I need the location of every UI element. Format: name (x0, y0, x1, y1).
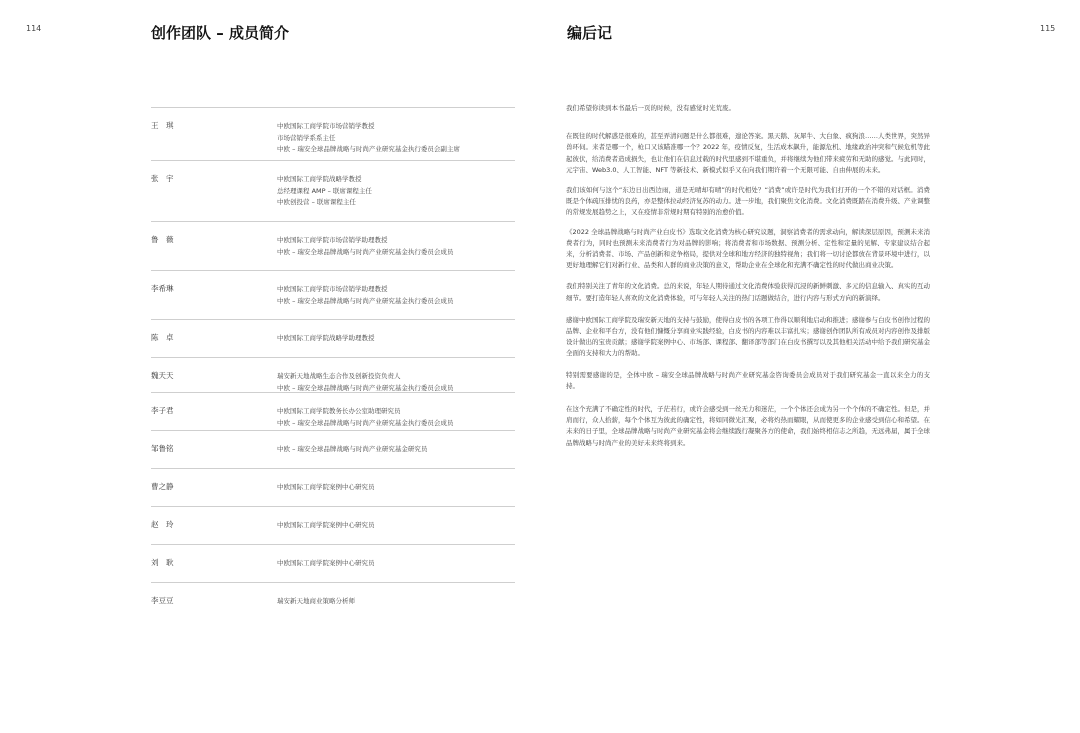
member-name: 邹鲁铭 (151, 444, 174, 453)
member-role: 中欧 – 瑞安全球品牌战略与时尚产业研究基金执行委员会成员 (277, 418, 454, 427)
team-member-row (151, 392, 515, 430)
team-member-list (151, 107, 515, 620)
member-roles (277, 108, 515, 160)
afterword-paragraph: 《2022 全球品牌战略与时尚产业白皮书》选取文化消费为核心研究议题，洞察消费者的需求动向，解读深层原因，预测未来消费者行为，同时也预测未来消费者行为对品牌的影响；将消费者和市场数据、预测分析、定性和定量的见解、专家建议结合起来，分析消费者、市场、产品创新和竞争格局，提供对全球和地方经济的独特视角；我们将一切讨论都放在背景环境中进行，以更好地理解它们对新行业、品类和人群的商业决策的意义，帮助企业在全球化和充满不确定性的时代做出商业决策。 (566, 227, 930, 270)
member-role: 市场营销学系系主任 (277, 133, 336, 142)
afterword-paragraph: 特别需要感谢的是，全体中欧 – 瑞安全球品牌战略与时尚产业研究基金咨询委员会成员对于我们研究基金一直以来全力的支持。 (566, 370, 930, 390)
member-role: 中欧国际工商学院案例中心研究员 (277, 521, 375, 529)
member-role: 瑞安新天地战略生态合作及创新投资负责人 (277, 372, 401, 380)
member-name: 李希琳 (151, 284, 174, 293)
member-roles (277, 507, 515, 544)
member-name: 赵 玲 (151, 520, 174, 529)
member-role: 中欧国际工商学院市场营销学助理教授 (277, 236, 388, 244)
member-role: 中欧 – 瑞安全球品牌战略与时尚产业研究基金执行委员会副主席 (277, 145, 460, 153)
afterword-paragraph: 在这个充满了不确定性的时代，子茫若行，或许会感受到一丝无力和迷茫，一个个体还会成为另一个个体的不确定性。但是，并肩而行，众人拾薪，每个个体互为彼此的确定性，将如同微光汇聚，必将灼热而耀眼，从而使更多的企业感受到信心和希望。在未来的日子里，全球品牌战略与时尚产业研究基金将会继续践行凝聚各方的使命，我们始终相信志之所趋，无远弗届，属于全球品牌战略与时尚产业的美好未来终将到来。 (566, 405, 930, 447)
member-role: 中欧国际工商学院案例中心研究员 (277, 559, 375, 567)
afterword-title: 编后记 (567, 24, 613, 42)
member-role: 总经理课程 AMP – 联席课程主任 (277, 186, 372, 195)
team-member-row (151, 221, 515, 270)
team-member-row (151, 107, 515, 160)
member-role: 中欧国际工商学院市场营销学助理教授 (277, 285, 388, 293)
member-role: 中欧 – 瑞安全球品牌战略与时尚产业研究基金执行委员会成员 (277, 247, 454, 256)
afterword-paragraph: 感谢中欧国际工商学院及瑞安新天地的支持与鼓励，使得白皮书的各项工作得以顺利地启动和推进；感谢参与白皮书创作过程的品牌、企业和平台方，没有他们慷慨分享商业实践经验，白皮书的内容难以丰富扎实；感谢创作团队所有成员对内容创作及排版设计做出的宝贵贡献；感谢学院案例中心、市场部、课程部、翻译部等部门在白皮书撰写以及其他相关活动中给予我们研究基金全面的支持和大力的帮助。 (566, 315, 930, 358)
member-role: 中欧国际工商学院市场营销学教授 (277, 122, 375, 130)
member-roles (277, 358, 515, 392)
member-role: 中欧 – 瑞安全球品牌战略与时尚产业研究基金执行委员会成员 (277, 383, 454, 392)
member-role: 中欧国际工商学院案例中心研究员 (277, 483, 375, 491)
member-roles (277, 271, 515, 319)
member-name: 陈 卓 (151, 333, 174, 342)
member-roles (277, 222, 515, 270)
member-name: 曹之静 (151, 482, 174, 491)
member-name: 刘 耿 (151, 558, 174, 567)
afterword-body (566, 103, 930, 449)
member-role: 中欧 – 瑞安全球品牌战略与时尚产业研究基金研究员 (277, 445, 428, 453)
member-role: 瑞安新天地商业策略分析师 (277, 597, 355, 605)
member-name: 张 宇 (151, 174, 174, 183)
right-page-number: 115 (1040, 24, 1056, 33)
team-member-row (151, 544, 515, 582)
left-page-number: 114 (26, 24, 42, 33)
member-roles (277, 545, 515, 582)
member-roles (277, 583, 515, 620)
member-role: 中欧 – 瑞安全球品牌战略与时尚产业研究基金执行委员会成员 (277, 296, 454, 305)
afterword-paragraph: 在既往的时代解惑是很难的，甚至弄清问题是什么都很难，遑论答案。黑天鹅、灰犀牛、大白象、疯狗浪……人类世界，突然异兽环伺。来者是哪一个，枪口又该瞄准哪一个？2022 年，疫情反复，生活成本飙升，能源危机、地缘政治冲突和气候危机等此起彼伏，给消费者造成损失，也让他们在信息过载的时代里感到不堪重负，并将继续为他们带来疲劳和无助的感觉。与此同时，元宇宙、Web3.0、人工智能、NFT 等新技术、新模式似乎又在向我们期许着一个无限可能、自由伸展的未来。 (566, 132, 930, 174)
member-name: 李子君 (151, 406, 174, 415)
team-member-row (151, 357, 515, 392)
member-name: 李豆豆 (151, 596, 174, 605)
member-role: 中欧创投营 – 联席课程主任 (277, 198, 356, 206)
member-roles (277, 161, 515, 221)
member-roles (277, 320, 515, 357)
member-name: 鲁 薇 (151, 235, 174, 244)
member-role: 中欧国际工商学院战略学助理教授 (277, 334, 375, 342)
member-roles (277, 393, 515, 430)
afterword-paragraph: 我们特别关注了青年的文化消费。总的来说，年轻人期待通过文化消费体验获得沉浸的新鲜刺激、多元的信息输入、真实的互动细节。要打造年轻人喜欢的文化消费体验，可与年轻人关注的热门话题做结合，进行内容与形式方向的新演绎。 (566, 282, 930, 302)
team-member-row (151, 430, 515, 468)
team-member-row (151, 160, 515, 221)
member-role: 中欧国际工商学院教务长办公室助理研究员 (277, 407, 401, 415)
afterword-paragraph: 我们希望你读到本书最后一页的时候，没有感觉时光荒废。 (566, 104, 735, 112)
member-name: 王 琪 (151, 121, 174, 130)
team-member-row (151, 506, 515, 544)
team-member-row (151, 270, 515, 319)
afterword-paragraph: 我们该如何与这个“东边日出西边雨，道是无晴却有晴”的时代相处？“消费”或许是时代为我们打开的一个不错的对话框。消费既是个体疏压排忧的良药，亦是整体拉动经济复苏的动力。进一步地，我们聚焦文化消费。文化消费既踏在消费升级、产业调整的常规发展趋势之上，又在疫情非常规时期有特别的治愈价值。 (566, 186, 930, 217)
member-role: 中欧国际工商学院战略学教授 (277, 175, 362, 183)
member-name: 魏天天 (151, 371, 174, 380)
member-roles (277, 431, 515, 468)
team-member-row (151, 468, 515, 506)
team-member-row (151, 319, 515, 357)
right-page (540, 0, 1080, 733)
team-title: 创作团队 – 成员简介 (151, 24, 289, 42)
team-member-row (151, 582, 515, 620)
member-roles (277, 469, 515, 506)
